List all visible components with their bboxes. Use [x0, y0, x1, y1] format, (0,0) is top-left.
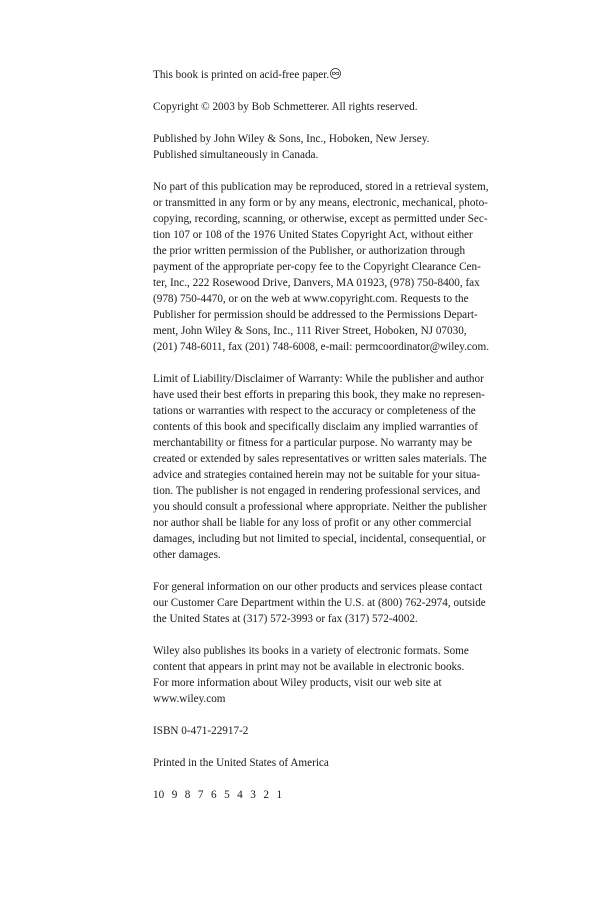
liability-line: Limit of Liability/Disclaimer of Warranty: While the publisher and author — [153, 373, 484, 385]
electronic-line: Wiley also publishes its books in a variety of electronic formats. Some — [153, 645, 469, 657]
general-information — [153, 579, 533, 627]
liability-disclaimer — [153, 371, 533, 563]
published-line: Published by John Wiley & Sons, Inc., Hoboken, New Jersey. — [153, 133, 430, 145]
printing-number: 8 — [184, 789, 191, 801]
electronic-line: www.wiley.com — [153, 693, 226, 705]
printing-number: 1 — [276, 789, 283, 801]
printing-number: 7 — [197, 789, 204, 801]
published-line: Published simultaneously in Canada. — [153, 149, 319, 161]
permissions-line: ment, John Wiley & Sons, Inc., 111 River Street, Hoboken, NJ 07030, — [153, 325, 467, 337]
liability-line: damages, including but not limited to special, incidental, consequential, or — [153, 533, 486, 545]
permissions-line: Publisher for permission should be addressed to the Permissions Depart- — [153, 309, 478, 321]
printed-in: Printed in the United States of America — [153, 757, 329, 769]
acid-free-notice — [153, 67, 533, 83]
permissions-line: the prior written permission of the Publisher, or authorization through — [153, 245, 466, 257]
electronic-formats — [153, 643, 533, 707]
liability-line: advice and strategies contained herein may not be suitable for your situa- — [153, 469, 481, 481]
liability-line: contents of this book and specifically disclaim any implied warranties of — [153, 421, 478, 433]
printing-number: 9 — [171, 789, 178, 801]
liability-line: other damages. — [153, 549, 221, 561]
permissions-line: or transmitted in any form or by any means, electronic, mechanical, photo- — [153, 197, 488, 209]
liability-line: merchantability or fitness for a particular purpose. No warranty may be — [153, 437, 473, 449]
liability-line: have used their best efforts in preparing this book, they make no represen- — [153, 389, 485, 401]
printing-number: 6 — [210, 789, 217, 801]
printing-number: 5 — [224, 789, 230, 801]
printing-number: 3 — [250, 789, 256, 801]
liability-line: created or extended by sales representatives or written sales materials. The — [153, 453, 487, 465]
permissions-line: No part of this publication may be reproduced, stored in a retrieval system, — [153, 181, 489, 193]
permissions-line: (978) 750-4470, or on the web at www.copyright.com. Requests to the — [153, 293, 469, 305]
infinity-paper-icon — [330, 68, 341, 79]
printing-number: 4 — [237, 789, 243, 801]
printing-number: 10 — [153, 789, 165, 801]
general-info-line: our Customer Care Department within the U.S. at (800) 762-2974, outside — [153, 597, 486, 609]
printing-number: 2 — [263, 789, 269, 801]
liability-line: nor author shall be liable for any loss of profit or any other commercial — [153, 517, 472, 529]
permissions-line: (201) 748-6011, fax (201) 748-6008, e-mail: permcoordinator@wiley.com. — [153, 341, 489, 353]
general-info-line: For general information on our other products and services please contact — [153, 581, 483, 593]
printing-number-line — [153, 787, 533, 803]
electronic-line: For more information about Wiley products, visit our web site at — [153, 677, 442, 689]
liability-line: tations or warranties with respect to the accuracy or completeness of the — [153, 405, 476, 417]
liability-line: tion. The publisher is not engaged in rendering professional services, and — [153, 485, 481, 497]
electronic-line: content that appears in print may not be available in electronic books. — [153, 661, 465, 673]
permissions-paragraph — [153, 179, 533, 355]
published-by — [153, 131, 533, 163]
permissions-line: tion 107 or 108 of the 1976 United States Copyright Act, without either — [153, 229, 473, 241]
liability-line: you should consult a professional where appropriate. Neither the publisher — [153, 501, 487, 513]
acid-free-text: This book is printed on acid-free paper. — [153, 69, 330, 81]
permissions-line: payment of the appropriate per-copy fee to the Copyright Clearance Cen- — [153, 261, 481, 273]
permissions-line: copying, recording, scanning, or otherwise, except as permitted under Sec- — [153, 213, 488, 225]
isbn: ISBN 0-471-22917-2 — [153, 725, 249, 737]
general-info-line: the United States at (317) 572-3993 or fax (317) 572-4002. — [153, 613, 418, 625]
permissions-line: ter, Inc., 222 Rosewood Drive, Danvers, MA 01923, (978) 750-8400, fax — [153, 277, 480, 289]
copyright-notice: Copyright © 2003 by Bob Schmetterer. All rights reserved. — [153, 101, 418, 113]
copyright-page-text — [153, 67, 533, 819]
